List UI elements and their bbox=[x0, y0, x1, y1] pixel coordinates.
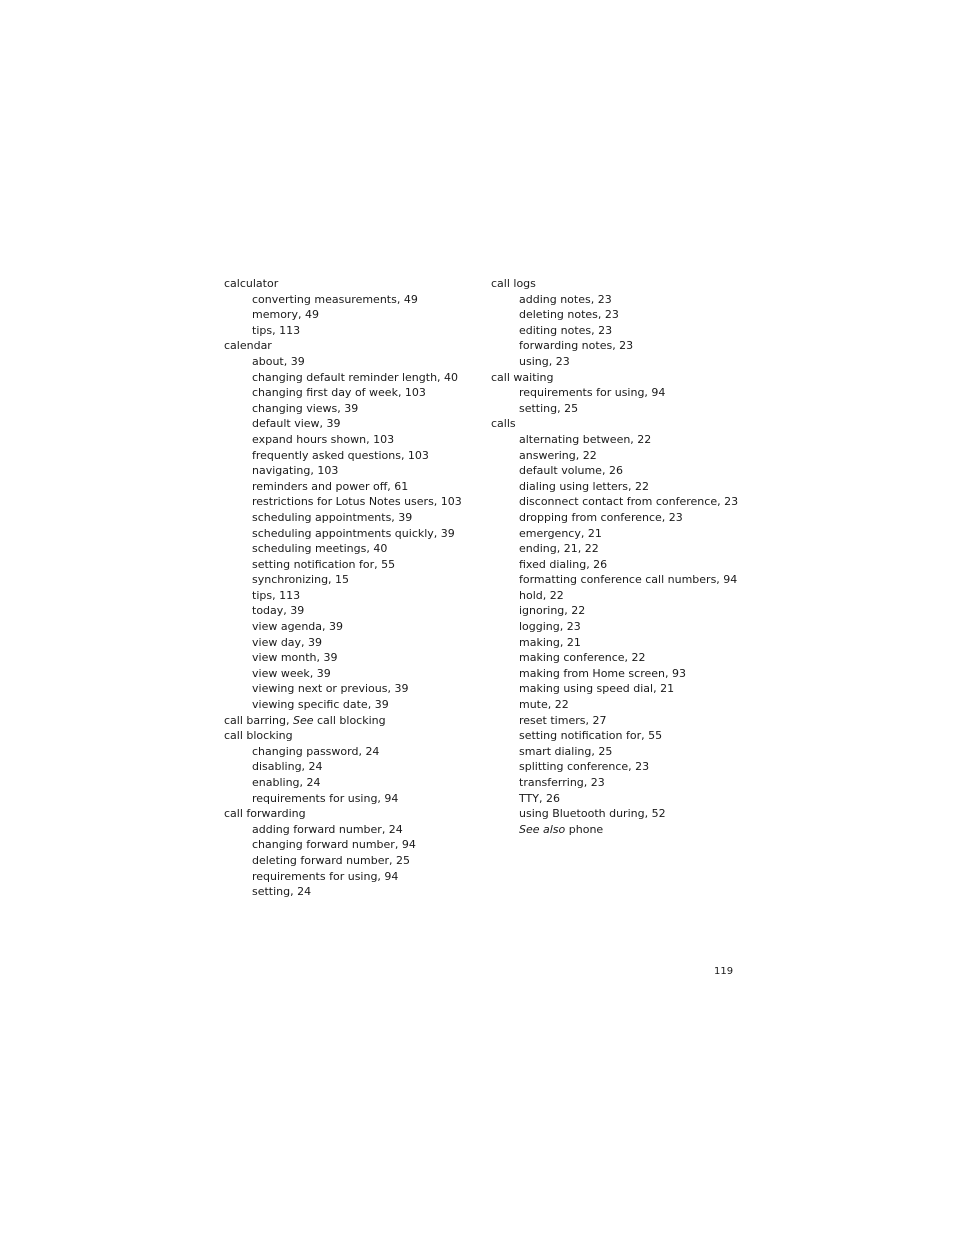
index-entry: calculator bbox=[224, 277, 279, 290]
index-subentry: today, 39 bbox=[252, 604, 305, 618]
index-entry: call logs bbox=[491, 277, 536, 290]
index-subentry: scheduling meetings, 40 bbox=[252, 542, 388, 556]
index-subentry: requirements for using, 94 bbox=[519, 386, 666, 400]
index-subentry: dropping from conference, 23 bbox=[519, 510, 683, 524]
index-subentry: making, 21 bbox=[519, 635, 581, 649]
index-subentry: dialing using letters, 22 bbox=[519, 479, 650, 493]
index-subentry: transferring, 23 bbox=[519, 776, 605, 789]
cross-reference-label: See bbox=[292, 713, 314, 727]
index-subentry: scheduling appointments, 39 bbox=[252, 510, 413, 524]
index-entry bbox=[224, 713, 484, 729]
index-subentry bbox=[491, 822, 751, 838]
index-subentry: expand hours shown, 103 bbox=[252, 432, 395, 446]
index-subentry: ignoring, 22 bbox=[519, 604, 586, 618]
index-subentry: hold, 22 bbox=[519, 588, 564, 602]
index-entry: call forwarding bbox=[224, 807, 306, 821]
index-subentry: adding forward number, 24 bbox=[252, 822, 403, 836]
cross-reference-label: See also bbox=[519, 822, 566, 836]
index-subentry: adding notes, 23 bbox=[519, 292, 612, 306]
index-subentry: view day, 39 bbox=[252, 635, 323, 649]
index-subentry: tips, 113 bbox=[252, 588, 301, 602]
index-subentry: viewing specific date, 39 bbox=[252, 698, 389, 712]
index-subentry: scheduling appointments quickly, 39 bbox=[252, 526, 455, 540]
index-subentry: using, 23 bbox=[519, 354, 570, 368]
index-entry-text: phone bbox=[565, 822, 604, 836]
index-subentry: view week, 39 bbox=[252, 666, 331, 680]
index-subentry: splitting conference, 23 bbox=[519, 760, 650, 774]
index-subentry: setting notification for, 55 bbox=[252, 557, 396, 571]
index-subentry: reminders and power off, 61 bbox=[252, 479, 409, 493]
index-subentry: fixed dialing, 26 bbox=[519, 557, 608, 571]
index-subentry: tips, 113 bbox=[252, 323, 301, 337]
index-entry-text: call blocking bbox=[313, 713, 386, 727]
index-subentry: requirements for using, 94 bbox=[252, 791, 399, 805]
index-subentry: deleting forward number, 25 bbox=[252, 853, 410, 867]
index-subentry: view agenda, 39 bbox=[252, 620, 344, 634]
index-subentry: changing first day of week, 103 bbox=[252, 386, 426, 400]
index-subentry: default volume, 26 bbox=[519, 464, 623, 478]
index-entry: calls bbox=[491, 417, 516, 431]
index-subentry: setting, 24 bbox=[252, 885, 312, 899]
index-subentry: answering, 22 bbox=[519, 448, 597, 462]
index-subentry: changing views, 39 bbox=[252, 401, 359, 415]
index-subentry: logging, 23 bbox=[519, 620, 581, 634]
index-subentry: viewing next or previous, 39 bbox=[252, 682, 409, 696]
index-subentry: synchronizing, 15 bbox=[252, 573, 350, 587]
index-subentry: enabling, 24 bbox=[252, 776, 321, 789]
index-subentry: disabling, 24 bbox=[252, 760, 323, 774]
index-subentry: formatting conference call numbers, 94 bbox=[519, 573, 738, 587]
index-column-right bbox=[491, 276, 751, 837]
index-subentry: using Bluetooth during, 52 bbox=[519, 807, 666, 821]
index-entry: calendar bbox=[224, 339, 272, 353]
index-subentry: changing password, 24 bbox=[252, 744, 380, 758]
index-subentry: converting measurements, 49 bbox=[252, 292, 418, 306]
index-subentry: reset timers, 27 bbox=[519, 713, 607, 727]
index-subentry: making conference, 22 bbox=[519, 651, 646, 665]
index-subentry: editing notes, 23 bbox=[519, 323, 613, 337]
index-entry: call waiting bbox=[491, 370, 554, 384]
index-entry-text: call barring, bbox=[224, 713, 293, 727]
index-subentry: about, 39 bbox=[252, 354, 305, 368]
index-subentry: deleting notes, 23 bbox=[519, 308, 619, 322]
index-subentry: changing default reminder length, 40 bbox=[252, 370, 459, 384]
index-subentry: smart dialing, 25 bbox=[519, 744, 613, 758]
index-subentry: setting notification for, 55 bbox=[519, 729, 663, 743]
index-subentry: making using speed dial, 21 bbox=[519, 682, 675, 696]
index-subentry: navigating, 103 bbox=[252, 464, 339, 478]
index-entry: call blocking bbox=[224, 729, 293, 743]
index-subentry: view month, 39 bbox=[252, 651, 338, 665]
index-column-left bbox=[224, 276, 484, 900]
index-subentry: disconnect contact from conference, 23 bbox=[519, 495, 739, 509]
index-subentry: setting, 25 bbox=[519, 401, 579, 415]
index-subentry: emergency, 21 bbox=[519, 526, 602, 540]
index-subentry: memory, 49 bbox=[252, 308, 319, 322]
index-subentry: making from Home screen, 93 bbox=[519, 666, 686, 680]
index-subentry: TTY, 26 bbox=[519, 791, 560, 805]
index-subentry: forwarding notes, 23 bbox=[519, 339, 634, 353]
index-subentry: mute, 22 bbox=[519, 698, 569, 712]
index-subentry: restrictions for Lotus Notes users, 103 bbox=[252, 495, 462, 509]
index-subentry: requirements for using, 94 bbox=[252, 869, 399, 883]
index-subentry: default view, 39 bbox=[252, 417, 341, 431]
index-subentry: changing forward number, 94 bbox=[252, 838, 416, 852]
index-subentry: alternating between, 22 bbox=[519, 432, 652, 446]
index-subentry: ending, 21, 22 bbox=[519, 542, 599, 556]
index-subentry: frequently asked questions, 103 bbox=[252, 448, 429, 462]
page-number: 119 bbox=[714, 966, 734, 977]
